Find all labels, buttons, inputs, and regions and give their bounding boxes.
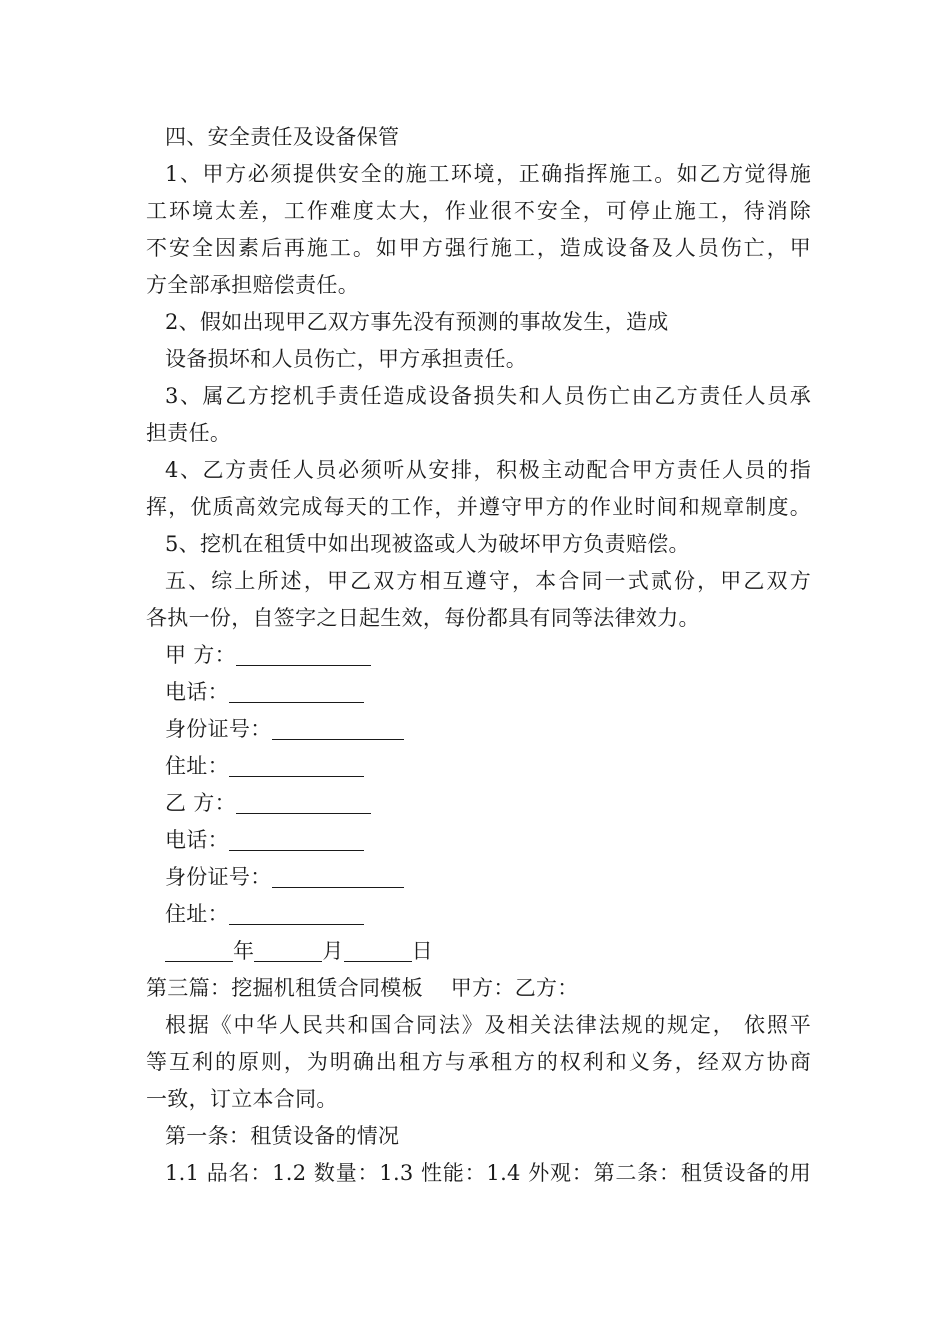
- clause-3-line-2: 担责任。: [146, 421, 232, 445]
- part-three-heading: 第三篇：挖掘机租赁合同模板 甲方：乙方：: [146, 976, 579, 1000]
- date-row: [165, 933, 830, 970]
- day-label: 日: [411, 939, 433, 963]
- day-blank[interactable]: [344, 939, 412, 962]
- address-b-label: 住址：: [165, 902, 229, 926]
- party-b-blank[interactable]: [236, 791, 371, 814]
- address-b-row: [165, 896, 830, 933]
- clause-1-line-4: 方全部承担赔偿责任。: [146, 273, 359, 297]
- clause-4-line-2: 挥，优质高效完成每天的工作，并遵守甲方的作业时间和规章制度。: [146, 495, 811, 519]
- part-three-line-3: 一致，订立本合同。: [146, 1087, 338, 1111]
- party-b-row: [165, 785, 830, 822]
- address-b-blank[interactable]: [229, 902, 364, 925]
- month-blank[interactable]: [254, 939, 322, 962]
- year-label: 年: [233, 939, 255, 963]
- party-b-label: 乙 方：: [165, 791, 236, 815]
- article-one-heading: 第一条：租赁设备的情况: [165, 1124, 400, 1148]
- part-three-line-2: 等互利的原则，为明确出租方与承租方的权利和义务，经双方协商: [146, 1050, 811, 1074]
- party-a-blank[interactable]: [236, 643, 371, 666]
- phone-b-blank[interactable]: [229, 828, 364, 851]
- address-a-row: [165, 748, 830, 785]
- clause-1-line-1: 1、甲方必须提供安全的施工环境，正确指挥施工。如乙方觉得施: [165, 162, 811, 186]
- id-a-label: 身份证号：: [165, 717, 272, 741]
- id-a-row: [165, 711, 830, 748]
- id-a-blank[interactable]: [272, 717, 404, 740]
- party-a-row: [165, 637, 830, 674]
- part-three-line-1: 根据《中华人民共和国合同法》及相关法律法规的规定， 依照平: [165, 1013, 811, 1037]
- section-four-heading: 四、安全责任及设备保管: [165, 125, 400, 149]
- clause-1-line-2: 工环境太差，工作难度太大，作业很不安全，可停止施工，待消除: [146, 199, 811, 223]
- phone-a-blank[interactable]: [229, 680, 364, 703]
- clause-2-line-2: 设备损坏和人员伤亡，甲方承担责任。: [165, 347, 528, 371]
- article-one-items: 1.1 品名：1.2 数量：1.3 性能：1.4 外观：第二条：租赁设备的用: [165, 1161, 811, 1185]
- clause-5-line: 5、挖机在租赁中如出现被盗或人为破坏甲方负责赔偿。: [165, 532, 690, 556]
- address-a-blank[interactable]: [229, 754, 364, 777]
- year-blank[interactable]: [165, 939, 233, 962]
- phone-a-label: 电话：: [165, 680, 229, 704]
- clause-3-line-1: 3、属乙方挖机手责任造成设备损失和人员伤亡由乙方责任人员承: [165, 384, 811, 408]
- phone-a-row: [165, 674, 830, 711]
- clause-4-line-1: 4、乙方责任人员必须听从安排，积极主动配合甲方责任人员的指: [165, 458, 811, 482]
- clause-1-line-3: 不安全因素后再施工。如甲方强行施工，造成设备及人员伤亡，甲: [146, 236, 811, 260]
- clause-2-line-1: 2、假如出现甲乙双方事先没有预测的事故发生，造成: [165, 310, 669, 334]
- phone-b-label: 电话：: [165, 828, 229, 852]
- party-a-label: 甲 方：: [165, 643, 236, 667]
- id-b-blank[interactable]: [272, 865, 404, 888]
- id-b-label: 身份证号：: [165, 865, 272, 889]
- month-label: 月: [322, 939, 344, 963]
- section-five-line-1: 五、综上所述，甲乙双方相互遵守，本合同一式贰份，甲乙双方: [165, 569, 811, 593]
- address-a-label: 住址：: [165, 754, 229, 778]
- id-b-row: [165, 859, 830, 896]
- section-five-line-2: 各执一份，自签字之日起生效，每份都具有同等法律效力。: [146, 606, 700, 630]
- phone-b-row: [165, 822, 830, 859]
